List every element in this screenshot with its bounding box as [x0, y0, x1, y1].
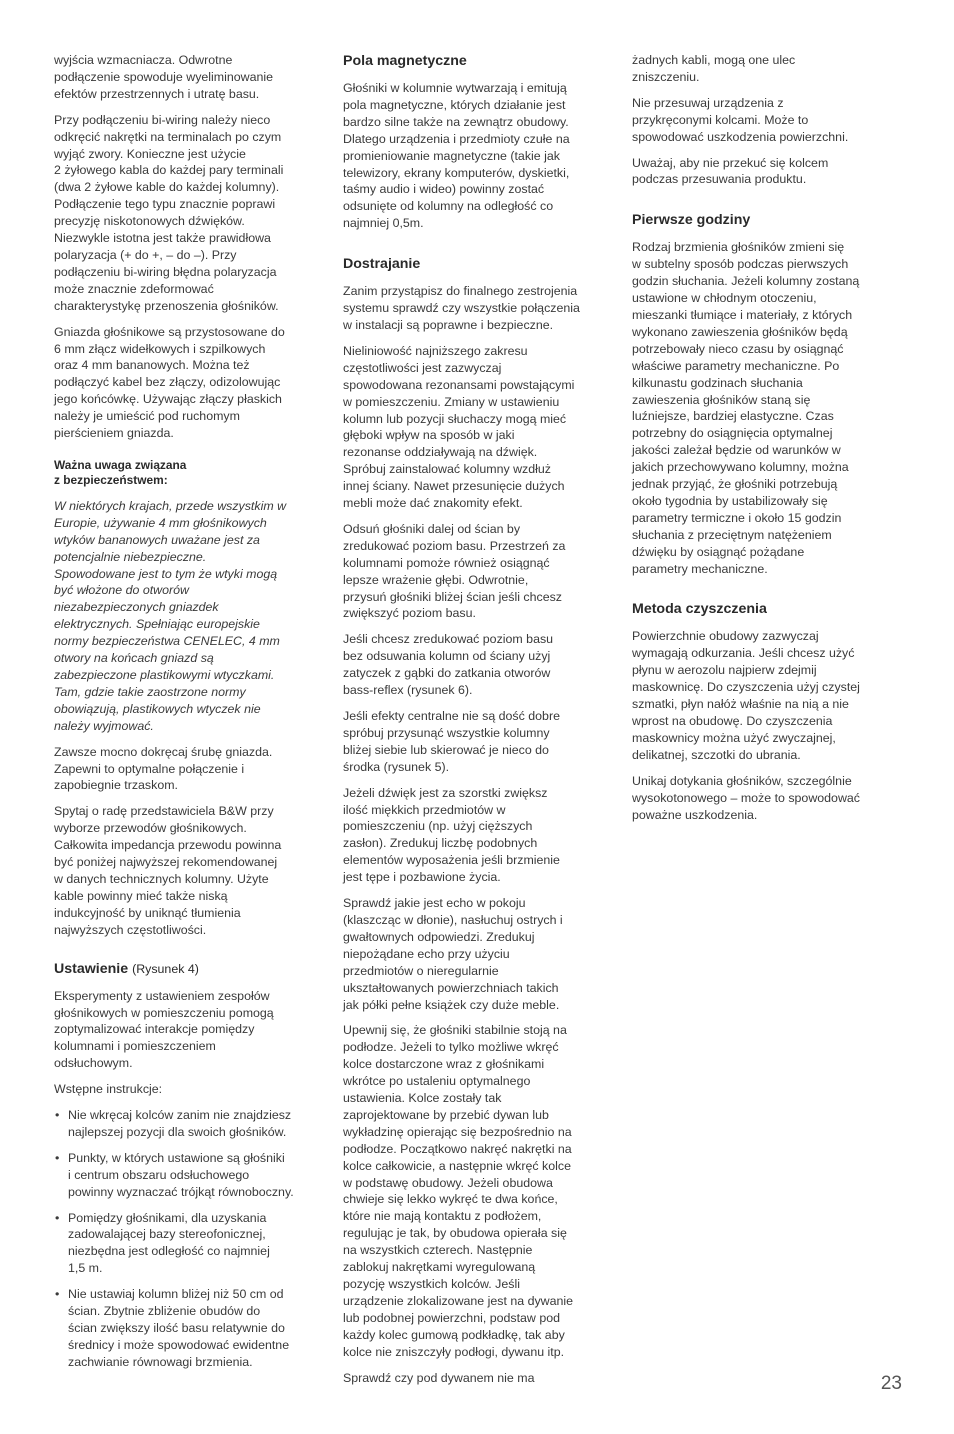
column-right [632, 52, 904, 832]
paragraph: Jeśli efekty centralne nie są dość dobre spróbuj przysunąć wszystkie kolumny bliżej siebie lub skierować je nieco do środka (rysunek 5). [343, 709, 560, 774]
paragraph: Nieliniowość najniższego zakresu częstotliwości jest zazwyczaj spowodowana rezonansami powstającymi w pomieszczeniu. Zmiany w ustawieniu kolumn lub pozycji słuchaczy mogą mieć głęboki wpływ na sposób w jaki rezonanse oddziaływają na dźwięk. Spróbuj zainstalować kolumny wzdłuż innej ściany. Nawet przesunięcie dużych mebli może dać znakomity efekt. [343, 343, 575, 511]
paragraph: wyjścia wzmacniacza. Odwrotne podłączenie spowoduje wyeliminowanie efektów przestrzennych i utratę basu. [54, 53, 274, 101]
paragraph: żadnych kabli, mogą one ulec zniszczeniu. [632, 53, 796, 84]
paragraph: Nie przesuwaj urządzenia z przykręconymi kolcami. Może to spowodować uszkodzenia powierzchni. [632, 95, 849, 144]
paragraph: Rodzaj brzmienia głośników zmieni się w subtelny sposób podczas pierwszych godzin słuchania. Jeżeli kolumny zostaną ustawione w chłodnym otoczeniu, mieszanki tłumiące i materiały, z których wykonano zawieszenia głośników będą potrzebowały nieco czasu by osiągnąć właściwe parametry mechaniczne. Po kilkunastu godzinach słuchania zawieszenia głośników staną się luźniejsze, bardziej elastyczne. Czas potrzebny do osiągnięcia optymalnej jakości zależał będzie od warunków w jakich przechowywano kolumny, można jednak przyjąć, że głośniki potrzebują około tygodnia by ustabilizowały się parametry termiczne i około 15 godzin słuchania z przeciętnym natężeniem dźwięku by osiągnąć pożądane parametry mechaniczne. [632, 240, 860, 576]
list-item-text: Pomiędzy głośnikami, dla uzyskania zadowalającej bazy stereofonicznej, niezbędna jest odległość co najmniej 1,5 m. [68, 1210, 270, 1276]
list-item-text: Nie wkręcaj kolców zanim nie znajdziesz najlepszej pozycji dla swoich głośników. [68, 1108, 292, 1139]
bullet-icon: • [55, 1210, 60, 1225]
page-number: 23 [880, 1373, 902, 1394]
heading-text: Ustawienie [54, 960, 129, 977]
paragraph: Jeżeli dźwięk jest za szorstki zwiększ ilość miękkich przedmiotów w pomieszczeniu (np. użyj cięższych zasłon). Zredukuj liczbę podobnych elementów wyposażenia jeśli brzmienie jest tępe i pozbawione życia. [343, 785, 560, 885]
paragraph: Sprawdź jakie jest echo w pokoju (klaszcząc w dłonie), nasłuchuj ostrych i gwałtownych odpowiedzi. Zredukuj niepożądane echo przy użyciu przedmiotów o nieregularnie ukształtowanych powierzchniach takich jak półki pełne książek czy duże meble. [343, 896, 563, 1012]
bullet-icon: • [55, 1108, 60, 1123]
paragraph: Przy podłączeniu bi-wiring należy nieco odkręcić nakrętki na terminalach po czym wyjąć zwory. Konieczne jest użycie 2 żyłowego kabla do każdej pary terminali (dwa 2 żyłowe kable do każdej kolumny). Podłączenie tego typu znacznie poprawi precyzję niskotonowych dźwięków. Niezwykle istotna jest także prawidłowa polaryzacja (+ do +, – do –). Przy podłączeniu bi-wiring błędna polaryzacja może znacznie zdeformować charakterystykę przenoszenia głośników. [54, 112, 284, 313]
paragraph: Unikaj dotykania głośników, szczególnie wysokotonowego – może to spowodować poważne uszkodzenia. [632, 773, 860, 822]
section-heading-cleaning: Metoda czyszczenia [632, 601, 767, 618]
section-heading-tuning: Dostrajanie [343, 256, 421, 273]
column-left [54, 52, 326, 1380]
safety-warning-title: Ważna uwaga związana z bezpieczeństwem: [54, 457, 187, 487]
paragraph: Wstępne instrukcje: [54, 1082, 163, 1097]
section-heading-placement [54, 960, 326, 978]
paragraph: Eksperymenty z ustawieniem zespołów głośnikowych w pomieszczeniu pomogą zoptymalizować interakcje pomiędzy kolumnami i pomieszczeniem odsłuchowym. [54, 988, 274, 1071]
list-item [54, 1210, 326, 1278]
paragraph: Odsuń głośniki dalej od ścian by zredukować poziom basu. Przestrzeń za kolumnami pomoże również osiągnąć lepsze wrażenie głębi. Odwrotnie, przysuń głośniki bliżej ścian jeśli chcesz zwiększyć poziom basu. [343, 521, 566, 621]
safety-warning-text: W niektórych krajach, przede wszystkim w Europie, używanie 4 mm głośnikowych wtyków bananowych uważane jest za potencjalnie niebezpieczne. Spowodowane jest to tym że wtyki mogą być włożone do otworów niezabezpieczonych gniazdek elektrycznych. Spełniając europejskie normy bezpieczeństwa CENELEC, 4 mm otwory na końcach gniazd są zabezpieczone plastikowymi wtyczkami. Tam, gdzie takie zaostrzone normy obowiązują, plastikowych wtyczek nie należy wyjmować. [54, 498, 287, 733]
paragraph: Spytaj o radę przedstawiciela B&W przy wyborze przewodów głośnikowych. Całkowita impedancja przewodu powinna być poniżej najwyższej rekomendowanej w danych technicznych kolumny. Użyte kable powinny mieć także niską indukcyjność by uniknąć tłumienia najwyższych częstotliwości. [54, 804, 282, 937]
paragraph: Gniazda głośnikowe są przystosowane do 6 mm złącz widełkowych i szpilkowych oraz 4 mm bananowych. Można też podłączyć kabel bez złączy, odizolowując jego końcówkę. Używając złączy płaskich należy je umieścić pod ruchomym pierścieniem gniazda. [54, 324, 285, 441]
paragraph: Zawsze mocno dokręcaj śrubę gniazda. Zapewni to optymalne połączenie i zapobiegnie trzaskom. [54, 744, 273, 793]
paragraph: Upewnij się, że głośniki stabilnie stoją na podłodze. Jeżeli to tylko możliwe wkręć kolce dostarczone wraz z głośnikami wkrótce po ustaleniu optymalnego ustawienia. Kolce zostały tak zaprojektowane by przebić dywan lub wykładzinę opierając się bezpośrednio na podłodze. Początkowo nakręć nakrętki na kolce całkowicie, a następnie wkręć kolce w podstawę obudowy. Jeżeli obudowa chwieje się lekko wykręć te dwa końce, które nie mają kontaktu z podłożem, regulując je tak, by obudowa opierała się na wszystkich czterech. Następnie zablokuj nakrętkami wyregulowaną pozycję wszystkich kolców. Jeśli urządzenie zlokalizowane jest na dywanie lub podobnej powierzchni, podstaw pod każdy kolec gumową podkładkę, tak aby kolce nie zniszczyły podłogi, dywanu itp. [343, 1023, 574, 1359]
heading-figure-reference: (Rysunek 4) [132, 961, 199, 976]
column-middle [343, 52, 615, 1395]
list-item [54, 1286, 326, 1371]
list-item-text: Nie ustawiaj kolumn bliżej niż 50 cm od ścian. Zbytnie zbliżenie obudów do ścian zwiększy ilość basu relatywnie do średnicy i może spowodować ewidentne zachwianie równowagi brzmienia. [68, 1287, 290, 1369]
list-item-text: Punkty, w których ustawione są głośniki i centrum obszaru odsłuchowego powinny wyznaczać trójkąt równoboczny. [68, 1150, 294, 1199]
paragraph: Jeśli chcesz zredukować poziom basu bez odsuwania kolumn od ściany użyj zatyczek z gąbki do zatkania otworów bass-reflex (rysunek 6). [343, 632, 554, 698]
paragraph: Powierzchnie obudowy zazwyczaj wymagają odkurzania. Jeśli chcesz użyć płynu w aerozolu najpierw zdejmij maskownicę. Do czyszczenia użyj czystej szmatki, płyn nałóż właśnie na nią a nie wprost na obudowę. Do czyszczenia maskownicy można użyć zwyczajnej, delikatnej, szczotki do ubrania. [632, 629, 860, 762]
paragraph: Głośniki w kolumnie wytwarzają i emitują pola magnetyczne, których działanie jest bardzo silne także na zewnątrz obudowy. Dlatego urządzenia i przedmioty czułe na promieniowanie magnetyczne (takie jak telewizory, ekrany komputerów, dyskietki, taśmy audio i wideo) powinny zostać odsunięte od kolumny na odległość co najmniej 0,5m. [343, 81, 570, 231]
paragraph: Uważaj, aby nie przekuć się kolcem podczas przesuwania produktu. [632, 155, 829, 187]
bullet-list [54, 1107, 326, 1371]
list-item [54, 1107, 326, 1141]
list-item [54, 1150, 326, 1201]
bullet-icon: • [55, 1287, 60, 1302]
section-heading-first-hours: Pierwsze godziny [632, 212, 751, 229]
paragraph: Zanim przystąpisz do finalnego zestrojenia systemu sprawdź czy wszystkie połączenia w instalacji są poprawne i bezpieczne. [343, 284, 580, 332]
bullet-icon: • [55, 1150, 60, 1165]
paragraph: Sprawdź czy pod dywanem nie ma [343, 1370, 535, 1385]
section-heading-magnetic-fields: Pola magnetyczne [343, 53, 467, 69]
